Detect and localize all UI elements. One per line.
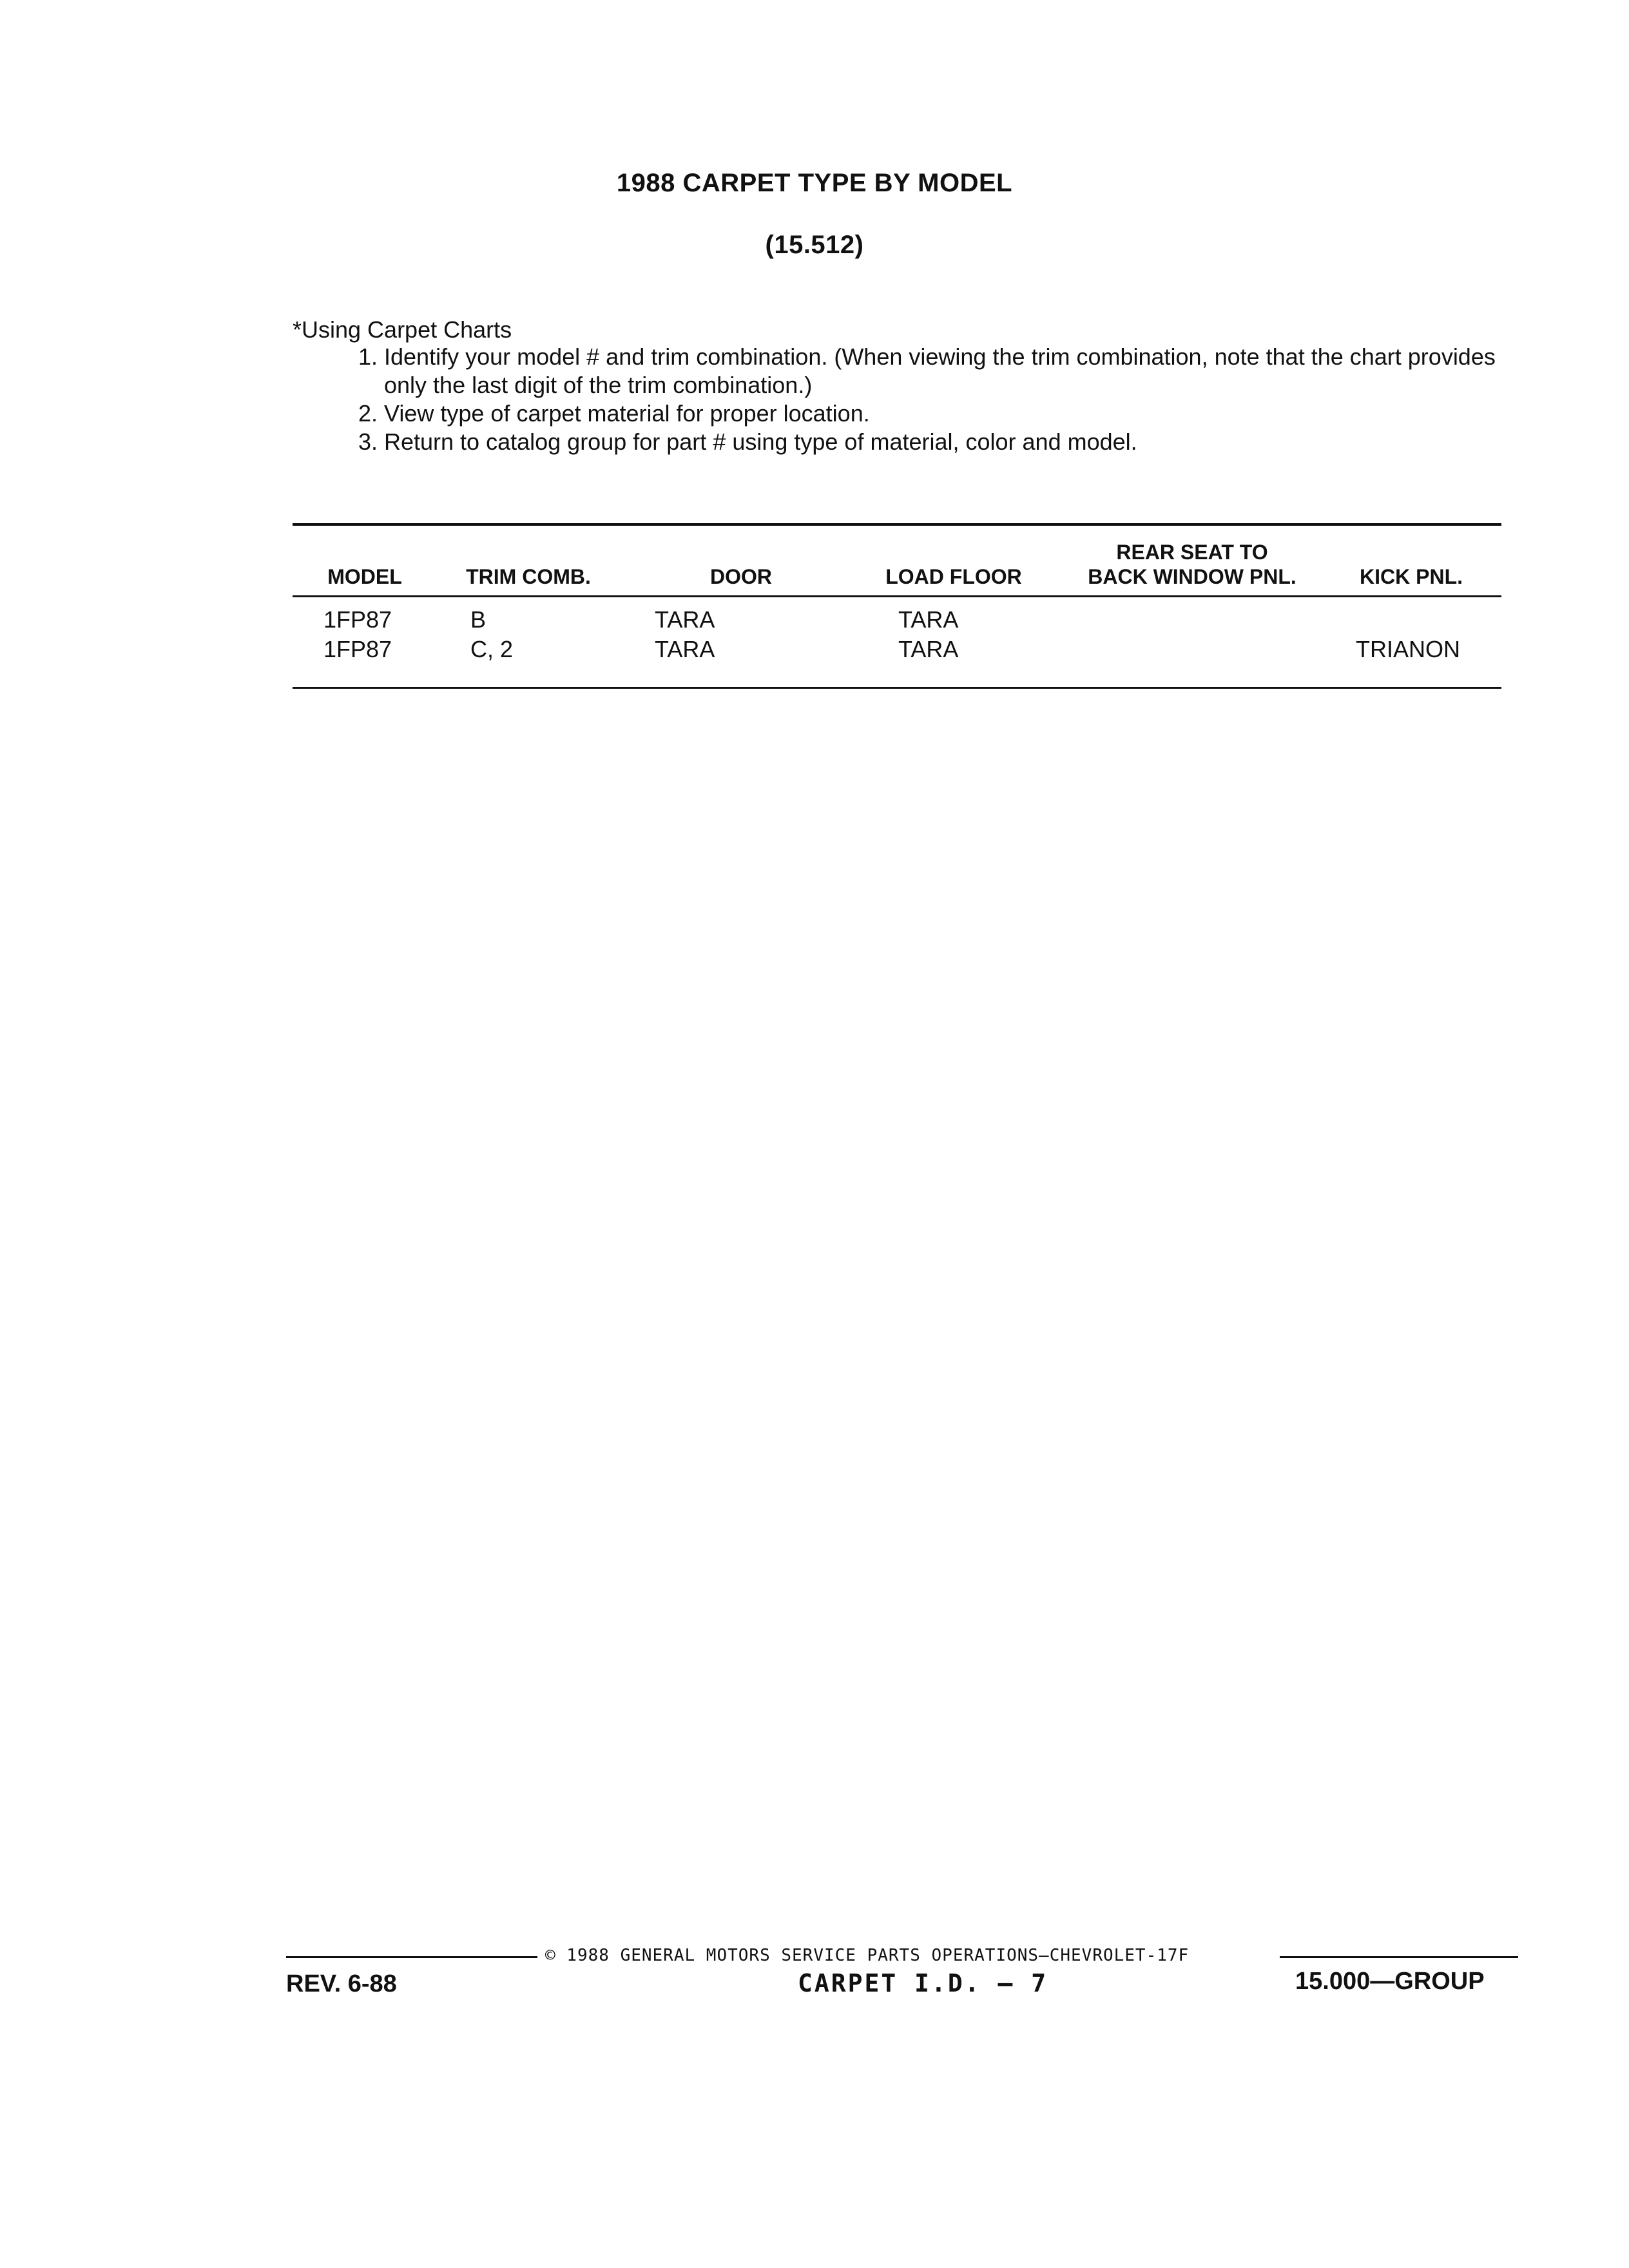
table-row bbox=[0, 606, 1629, 635]
instruction-step bbox=[352, 399, 1525, 428]
header-kick-pnl: KICK PNL. bbox=[1360, 565, 1463, 588]
footer-rule-right bbox=[1280, 1956, 1518, 1958]
instruction-step bbox=[352, 343, 1525, 399]
header-rear-seat-line1: REAR SEAT TO bbox=[1116, 541, 1268, 564]
step-number: 3. bbox=[358, 428, 378, 455]
cell-door: TARA bbox=[655, 606, 715, 633]
step-text: View type of carpet material for proper location. bbox=[384, 400, 870, 427]
page-title: 1988 CARPET TYPE BY MODEL bbox=[616, 169, 1013, 197]
copyright-notice: © 1988 GENERAL MOTORS SERVICE PARTS OPERATIONS—CHEVROLET-17F bbox=[545, 1946, 1190, 1965]
table-header-rule bbox=[293, 595, 1501, 597]
instruction-step bbox=[352, 428, 1525, 456]
table-top-rule bbox=[293, 523, 1501, 526]
header-rear-seat-line2: BACK WINDOW PNL. bbox=[1088, 565, 1296, 588]
step-text: Identify your model # and trim combination. (When viewing the trim combination, note that the chart provides only the last digit of the trim combination.) bbox=[384, 343, 1496, 398]
step-text: Return to catalog group for part # using type of material, color and model. bbox=[384, 428, 1137, 455]
header-trim-comb: TRIM COMB. bbox=[466, 565, 591, 588]
revision-label: REV. 6-88 bbox=[286, 1970, 397, 1997]
cell-trim: B bbox=[470, 606, 487, 633]
header-model: MODEL bbox=[327, 565, 402, 588]
cell-load-floor: TARA bbox=[898, 636, 959, 662]
cell-load-floor: TARA bbox=[898, 606, 959, 633]
page-subtitle: (15.512) bbox=[765, 231, 864, 259]
cell-kick: TRIANON bbox=[1356, 636, 1460, 662]
cell-door: TARA bbox=[655, 636, 715, 662]
group-label: 15.000—GROUP bbox=[1295, 1968, 1485, 1995]
page-label: CARPET I.D. — 7 bbox=[798, 1969, 1048, 1997]
step-number: 1. bbox=[358, 343, 378, 370]
step-number: 2. bbox=[358, 400, 378, 427]
table-row bbox=[0, 635, 1629, 665]
instructions-heading: *Using Carpet Charts bbox=[293, 316, 512, 343]
header-load-floor: LOAD FLOOR bbox=[885, 565, 1022, 588]
footer-rule-left bbox=[286, 1956, 537, 1958]
table-bottom-rule bbox=[293, 687, 1501, 689]
cell-trim: C, 2 bbox=[470, 636, 514, 662]
cell-model: 1FP87 bbox=[323, 636, 392, 662]
header-door: DOOR bbox=[710, 565, 772, 588]
cell-model: 1FP87 bbox=[323, 606, 392, 633]
